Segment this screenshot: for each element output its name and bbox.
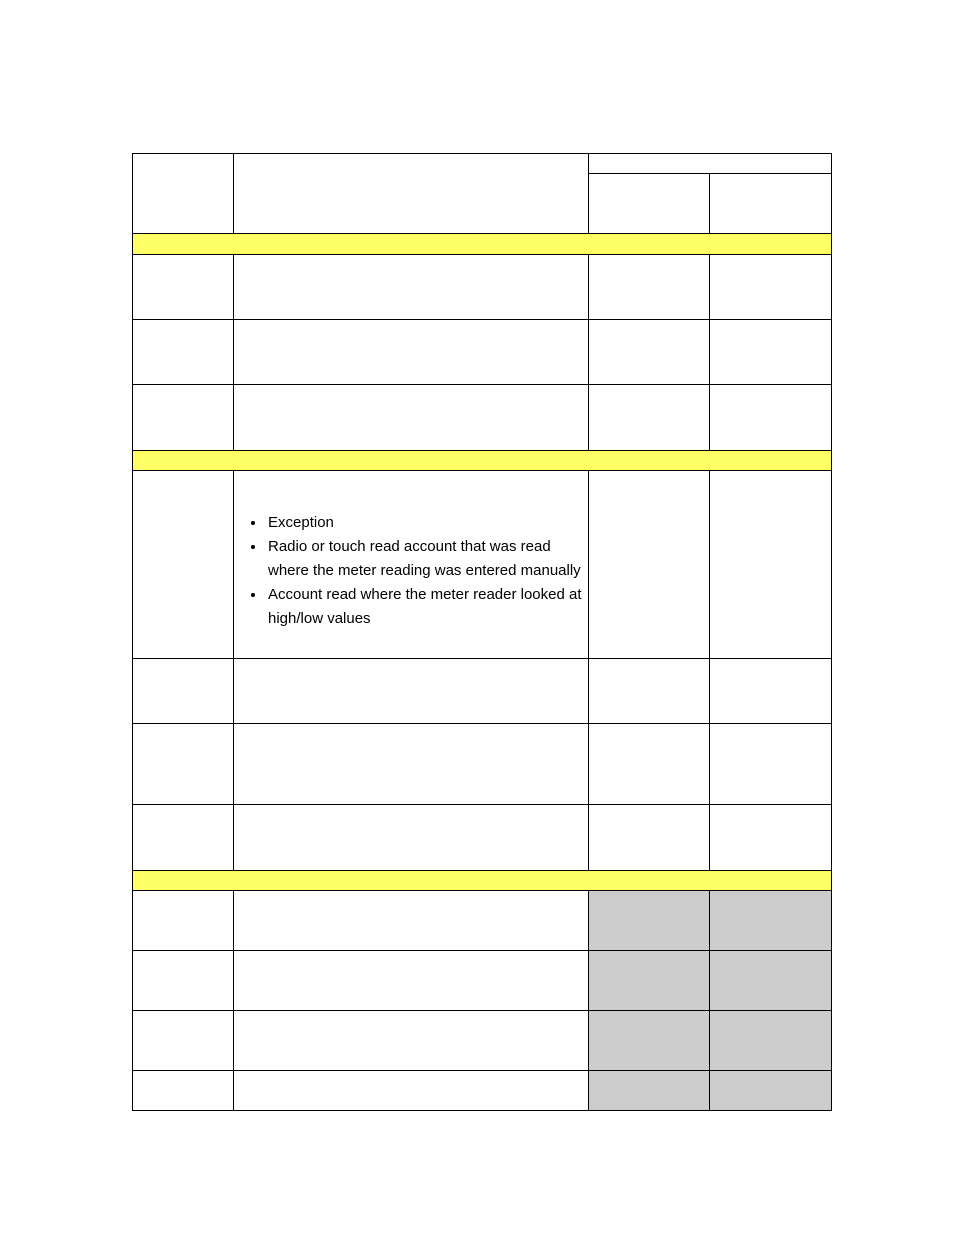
section-band-1 <box>133 234 832 255</box>
header-cell-1 <box>133 154 234 234</box>
shaded-cell <box>710 1011 832 1071</box>
table-row <box>133 471 832 659</box>
shaded-cell <box>710 891 832 951</box>
section-band-2 <box>133 451 832 471</box>
list-item: • Radio or touch read account that was read where the meter reading was entered manually <box>266 535 588 583</box>
header-cell-2 <box>234 154 589 234</box>
table-row <box>133 724 832 805</box>
bullet-list <box>234 511 588 631</box>
table-row <box>133 951 832 1011</box>
table-row <box>133 320 832 385</box>
section-band-cell <box>133 234 832 255</box>
table-row <box>133 1071 832 1111</box>
shaded-cell <box>710 1071 832 1111</box>
section-band-cell <box>133 451 832 471</box>
header-cell-3 <box>589 174 710 234</box>
header-row <box>133 154 832 174</box>
shaded-cell <box>589 891 710 951</box>
table-row <box>133 891 832 951</box>
table-row <box>133 659 832 724</box>
shaded-cell <box>589 951 710 1011</box>
form-table <box>132 153 832 1111</box>
header-group-cell <box>589 154 832 174</box>
list-item: • Account read where the meter reader looked at high/low values <box>266 583 588 631</box>
table-row <box>133 255 832 320</box>
shaded-cell <box>710 951 832 1011</box>
section-band-cell <box>133 871 832 891</box>
table-row <box>133 385 832 451</box>
table-row <box>133 1011 832 1071</box>
header-cell-4 <box>710 174 832 234</box>
section-band-3 <box>133 871 832 891</box>
table-row <box>133 805 832 871</box>
shaded-cell <box>589 1071 710 1111</box>
list-item: • Exception <box>266 511 588 535</box>
shaded-cell <box>589 1011 710 1071</box>
bullet-cell <box>234 471 589 659</box>
